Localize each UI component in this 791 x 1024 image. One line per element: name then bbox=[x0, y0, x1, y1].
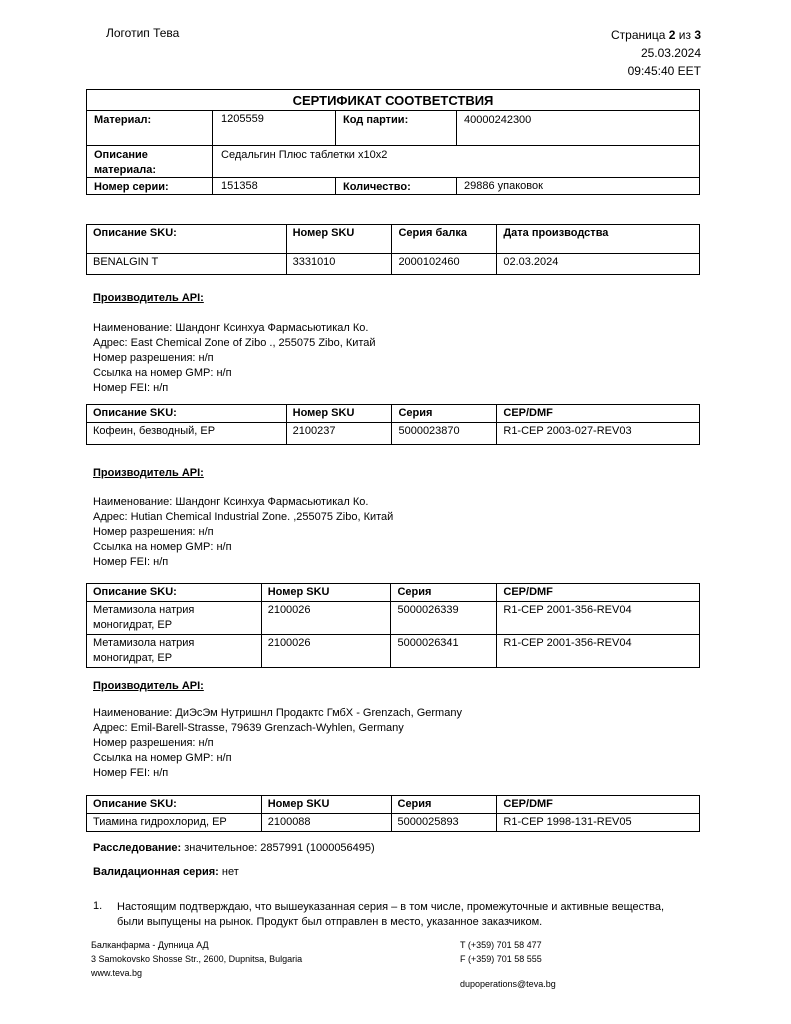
table-cell: Кофеин, безводный, ЕР bbox=[87, 423, 287, 445]
table-cell: 5000023870 bbox=[392, 423, 497, 445]
quantity-label: Количество: bbox=[343, 181, 411, 193]
table-cell: 2100237 bbox=[286, 423, 392, 445]
producer-2-info: Наименование: Шандонг Ксинхуа Фармасьютикал Ко. Адрес: Hutian Chemical Industrial Zone. ,255075 Zibo, Китай Номер разрешения: н/п Ссылка на номер GMP: н/п Номер FEI: н/п bbox=[93, 496, 394, 568]
table-header: Описание SKU: bbox=[87, 225, 287, 254]
serial-label: Номер серии: bbox=[94, 181, 169, 193]
table-header: CEP/DMF bbox=[497, 796, 700, 814]
producer-1-info: Наименование: Шандонг Ксинхуа Фармасьютикал Ко. Адрес: East Chemical Zone of Zibo ., 255075 Zibo, Китай Номер разрешения: н/п Ссылка на номер GMP: н/п Номер FEI: н/п bbox=[93, 322, 376, 394]
table-header: CEP/DMF bbox=[497, 584, 700, 602]
table-cell: R1-CEP 1998-131-REV05 bbox=[497, 814, 700, 832]
quantity-value: 29886 упаковок bbox=[464, 180, 543, 192]
table-header: Описание SKU: bbox=[87, 584, 262, 602]
table-header: Серия bbox=[392, 405, 497, 423]
investigation-line: Расследование: значительное: 2857991 (1000056495) bbox=[93, 842, 375, 854]
table-cell: 5000026341 bbox=[391, 635, 497, 668]
material-label: Материал: bbox=[94, 114, 152, 126]
footer-email: dupoperations@teva.bg bbox=[460, 979, 556, 989]
footer-company-info: Балканфарма - Дупница АД 3 Samokovsko Shosse Str., 2600, Dupnitsa, Bulgaria www.teva.bg bbox=[91, 940, 303, 978]
producer-3-title: Производитель API: bbox=[93, 680, 204, 692]
validation-line: Валидационная серия: нет bbox=[93, 866, 239, 878]
statement-text: Настоящим подтверждаю, что вышеуказанная серия – в том числе, промежуточные и активные вещества, были выпущены на рынок. Продукт был отправлен в место, указанное заказчиком. bbox=[117, 901, 665, 928]
table-cell: R1-CEP 2001-356-REV04 bbox=[497, 635, 700, 668]
table-cell: 5000026339 bbox=[391, 602, 497, 635]
producer-1-title: Производитель API: bbox=[93, 292, 204, 304]
certificate-box bbox=[86, 89, 700, 195]
table-header: Описание SKU: bbox=[87, 796, 262, 814]
material-value: 1205559 bbox=[221, 113, 264, 125]
table-cell: BENALGIN T bbox=[87, 254, 287, 275]
table-cell: 2100026 bbox=[261, 635, 391, 668]
table-header: CEP/DMF bbox=[497, 405, 700, 423]
table-cell: R1-CEP 2001-356-REV04 bbox=[497, 602, 700, 635]
statement-number: 1. bbox=[93, 900, 103, 912]
table-header: Номер SKU bbox=[286, 405, 392, 423]
sku-table bbox=[86, 224, 700, 275]
batch-value: 40000242300 bbox=[464, 114, 532, 126]
table-cell: Тиамина гидрохлорид, ЕР bbox=[87, 814, 262, 832]
serial-value: 151358 bbox=[221, 180, 258, 192]
logo-placeholder: Логотип Тева bbox=[106, 26, 180, 40]
producer-1-table bbox=[86, 404, 700, 445]
table-header: Серия bbox=[391, 796, 497, 814]
producer-3-table bbox=[86, 795, 700, 832]
table-cell: 2100088 bbox=[261, 814, 391, 832]
description-value: Седальгин Плюс таблетки x10x2 bbox=[221, 149, 388, 161]
table-cell: Метамизола натрия моногидрат, ЕР bbox=[87, 602, 262, 635]
producer-2-table bbox=[86, 583, 700, 668]
table-header: Номер SKU bbox=[286, 225, 392, 254]
table-cell: 5000025893 bbox=[391, 814, 497, 832]
footer-contacts: T (+359) 701 58 477 F (+359) 701 58 555 bbox=[460, 940, 542, 964]
description-label: Описание материала: bbox=[94, 149, 156, 176]
table-header: Серия bbox=[391, 584, 497, 602]
header-time: 09:45:40 EET bbox=[627, 64, 701, 78]
certificate-title: СЕРТИФИКАТ СООТВЕТСТВИЯ bbox=[87, 90, 699, 111]
page-number: Страница 2 из 3 bbox=[611, 28, 701, 42]
table-cell: 3331010 bbox=[286, 254, 392, 275]
table-header: Серия балка bbox=[392, 225, 497, 254]
producer-3-info: Наименование: ДиЭсЭм Нутришнл Продактс ГмбХ - Grenzach, Germany Адрес: Emil-Barell-Strasse, 79639 Grenzach-Wyhlen, Germany Номер разрешения: н/п Ссылка на номер GMP: н/п Номер FEI: н/п bbox=[93, 707, 462, 779]
table-header: Номер SKU bbox=[261, 796, 391, 814]
batch-label: Код партии: bbox=[343, 114, 409, 126]
table-header: Описание SKU: bbox=[87, 405, 287, 423]
table-header: Номер SKU bbox=[261, 584, 391, 602]
table-cell: 2100026 bbox=[261, 602, 391, 635]
page-header-info bbox=[611, 26, 701, 80]
table-cell: Метамизола натрия моногидрат, ЕР bbox=[87, 635, 262, 668]
table-cell: 2000102460 bbox=[392, 254, 497, 275]
header-date: 25.03.2024 bbox=[640, 46, 701, 60]
producer-2-title: Производитель API: bbox=[93, 467, 204, 479]
table-header: Дата производства bbox=[497, 225, 700, 254]
table-cell: R1-CEP 2003-027-REV03 bbox=[497, 423, 700, 445]
table-cell: 02.03.2024 bbox=[497, 254, 700, 275]
